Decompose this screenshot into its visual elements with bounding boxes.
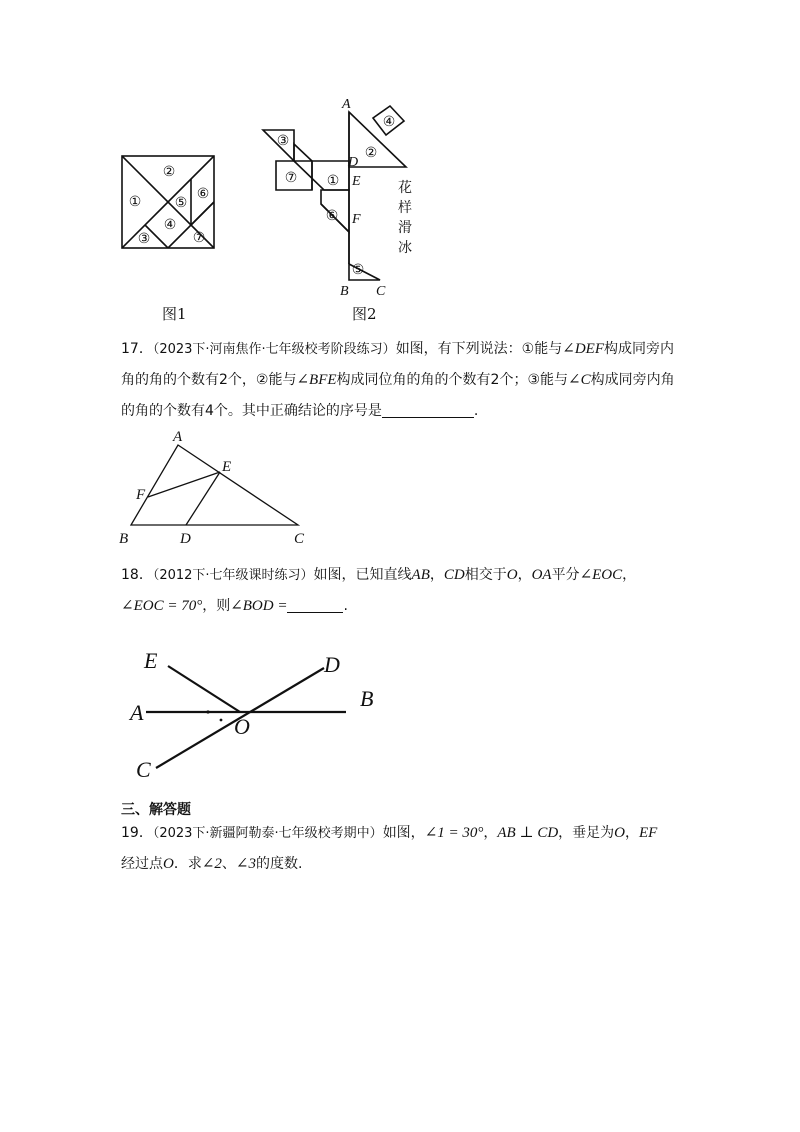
q18-text: ， <box>622 567 637 583</box>
fig1-piece-1: ① <box>128 195 142 210</box>
q19-text: ， <box>483 825 498 841</box>
question-17 <box>121 334 681 427</box>
fig17-point-B: B <box>119 531 129 547</box>
fig2-vertical-text-3: 滑 <box>398 221 412 236</box>
q17-source: （2023下·河南焦作·七年级校考阶段练习） <box>152 342 396 357</box>
fig18-point-B: B <box>360 686 374 711</box>
q17-math: ∠C <box>568 372 591 388</box>
q19-math: EF <box>639 825 658 841</box>
q18-text: ，则 <box>202 598 231 614</box>
question-18 <box>121 560 681 622</box>
q18-text: 平分 <box>551 567 580 583</box>
fig2-point-A: A <box>342 97 351 112</box>
q18-math: OA <box>531 567 552 583</box>
q19-source: （2023下·新疆阿勒泰·七年级校考期中） <box>152 826 383 841</box>
fig1-piece-3: ③ <box>137 232 151 247</box>
q19-math: O <box>614 825 626 841</box>
q18-math: CD <box>443 567 465 583</box>
fig1-caption: 图1 <box>162 305 187 323</box>
tangram-figure-2 <box>258 94 428 300</box>
fig18-point-O: O <box>234 714 250 739</box>
q18-math: O <box>506 567 518 583</box>
section-title: 三、解答题 <box>121 802 191 818</box>
fig17-point-C: C <box>294 531 305 547</box>
intersecting-lines-figure-18 <box>128 644 388 784</box>
fig1-piece-6: ⑥ <box>196 187 210 202</box>
q18-text: 如图，已知直线 <box>313 567 412 583</box>
q17-text: 构成同旁内角的角的个数有2个，②能与 <box>121 341 674 388</box>
fig2-vertical-text-2: 样 <box>398 201 412 216</box>
q17-text: . <box>473 403 479 419</box>
q17-text: 如图，有下列说法：①能与 <box>395 341 563 357</box>
fig2-point-F: F <box>352 212 361 227</box>
fig2-piece-1: ① <box>326 174 340 189</box>
q17-text: 构成同位角的角的个数有2个；③能与 <box>336 372 568 388</box>
q18-math: ∠EOC <box>579 567 623 583</box>
fig18-point-D: D <box>324 652 340 677</box>
q19-math: ∠3 <box>235 856 256 872</box>
fig17-point-F: F <box>136 487 146 503</box>
q17-answer-blank[interactable] <box>382 399 474 418</box>
q18-answer-blank[interactable] <box>287 594 343 613</box>
fig2-point-D: D <box>348 155 359 170</box>
q18-math: AB <box>411 567 430 583</box>
fig2-point-C: C <box>376 284 386 299</box>
tangram-figure-1 <box>118 152 218 252</box>
fig2-piece-3: ③ <box>276 134 290 149</box>
q19-text: ， <box>625 825 640 841</box>
q18-math: ∠BOD = <box>230 598 288 614</box>
fig2-point-E: E <box>352 174 361 189</box>
fig18-point-A: A <box>130 700 144 725</box>
fig1-piece-7: ⑦ <box>192 231 206 246</box>
fig2-vertical-text-1: 花 <box>398 181 412 196</box>
fig2-piece-6: ⑥ <box>325 209 339 224</box>
q17-math: ∠BFE <box>296 372 337 388</box>
fig17-point-A: A <box>173 429 183 445</box>
fig2-piece-5: ⑤ <box>351 263 365 278</box>
q19-text: ，垂足为 <box>558 825 615 841</box>
triangle-figure-17 <box>116 428 316 550</box>
fig2-vertical-text-4: 冰 <box>398 241 412 256</box>
fig1-piece-4: ④ <box>163 218 177 233</box>
q18-math: ∠EOC = 70° <box>121 598 203 614</box>
q18-source: （2012下·七年级课时练习） <box>152 568 314 583</box>
q18-text: . <box>343 598 348 614</box>
q17-math: ∠DEF <box>562 341 604 357</box>
q19-math: ∠2 <box>201 856 222 872</box>
fig2-piece-2: ② <box>364 146 378 161</box>
q19-text: ．求 <box>173 856 202 872</box>
q19-math: ∠1 = 30° <box>424 825 484 841</box>
q19-text: 的度数. <box>256 856 303 872</box>
q18-text: ， <box>429 567 444 583</box>
q18-text: ， <box>517 567 532 583</box>
q19-text: 、 <box>221 856 236 872</box>
q19-math: AB ⊥ CD <box>497 825 559 841</box>
fig1-piece-2: ② <box>162 165 176 180</box>
fig17-point-E: E <box>222 459 232 475</box>
question-19 <box>121 818 681 880</box>
fig2-caption: 图2 <box>352 305 377 323</box>
q19-text: 如图， <box>382 825 425 841</box>
fig17-point-D: D <box>180 531 191 547</box>
fig2-piece-4: ④ <box>382 115 396 130</box>
q19-number: 19． <box>121 825 153 841</box>
fig18-point-C: C <box>136 757 151 782</box>
q17-number: 17． <box>121 341 153 357</box>
q17-text: 构成同旁内角的角的个数有4个。其中正确结论的序号是 <box>121 372 675 419</box>
fig18-point-E: E <box>144 648 158 673</box>
fig1-piece-5: ⑤ <box>174 196 188 211</box>
fig2-point-B: B <box>340 284 349 299</box>
q18-number: 18． <box>121 567 153 583</box>
q19-math: O <box>163 856 174 872</box>
q19-text: 经过点 <box>121 856 163 872</box>
q18-text: 相交于 <box>464 567 507 583</box>
fig2-piece-7: ⑦ <box>284 171 298 186</box>
